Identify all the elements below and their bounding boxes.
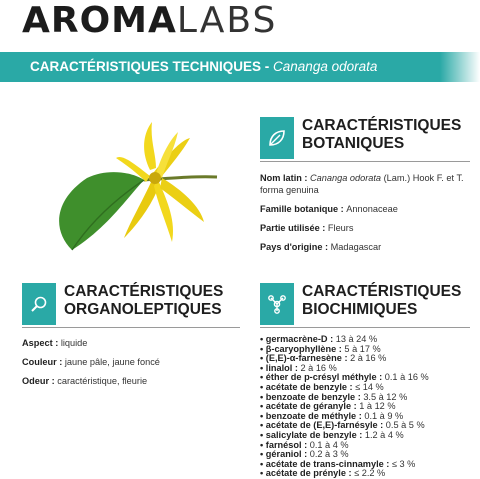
biochem-list-item: • benzoate de benzyle : 3.5 à 12 % bbox=[260, 393, 475, 403]
pays-value: Madagascar bbox=[330, 242, 382, 252]
compound-name: (E,E)-α-farnesène bbox=[265, 353, 342, 364]
biochem-list-item: • β-caryophyllène : 5 à 17 % bbox=[260, 345, 475, 355]
botanique-icon-box bbox=[260, 117, 294, 159]
biochem-list-item: • germacrène-D : 13 à 24 % bbox=[260, 335, 475, 345]
compound-name: acétate de trans-cinnamyle bbox=[265, 458, 384, 469]
biochem-list-item: • éther de p-crésyl méthyle : 0.1 à 16 % bbox=[260, 373, 475, 383]
aspect-row: Aspect : liquide bbox=[22, 338, 88, 348]
compound-range: 0.2 à 3 % bbox=[309, 449, 349, 460]
biochimique-title bbox=[302, 283, 461, 319]
odeur-row: Odeur : caractéristique, fleurie bbox=[22, 376, 148, 386]
botanique-title-line1: CARACTÉRISTIQUES bbox=[302, 117, 462, 134]
compound-name: géraniol bbox=[265, 449, 302, 460]
aspect-value: liquide bbox=[60, 338, 88, 348]
compound-range: 2 à 16 % bbox=[300, 362, 337, 373]
compound-name: acétate de (E,E)-farnésyle bbox=[265, 420, 378, 431]
organo-title bbox=[64, 283, 223, 319]
pays-label: Pays d'origine bbox=[260, 242, 323, 252]
organo-title-line2: ORGANOLEPTIQUES bbox=[64, 301, 222, 318]
compound-range: 13 à 24 % bbox=[335, 334, 378, 344]
compound-name: salicylate de benzyle bbox=[265, 429, 357, 440]
compound-range: ≤ 3 % bbox=[391, 458, 416, 469]
compound-range: 0.1 à 9 % bbox=[364, 410, 404, 421]
botanique-info bbox=[260, 172, 470, 260]
latin-name-row: Nom latin : Cananga odorata (Lam.) Hook F. et T. forma genuina bbox=[260, 173, 464, 195]
biochimique-icon-box bbox=[260, 283, 294, 325]
couleur-value: jaune pâle, jaune foncé bbox=[64, 357, 160, 367]
banner-title bbox=[30, 52, 377, 82]
pays-row: Pays d'origine : Madagascar bbox=[260, 242, 382, 252]
organo-title-line1: CARACTÉRISTIQUES bbox=[64, 283, 224, 300]
compound-range: ≤ 2.2 % bbox=[354, 468, 386, 479]
compound-name: germacrène-D bbox=[265, 334, 328, 344]
latin-label: Nom latin bbox=[260, 173, 302, 183]
compound-range: 0.5 à 5 % bbox=[385, 420, 425, 431]
botanique-title-line2: BOTANIQUES bbox=[302, 135, 405, 152]
compound-range: 0.1 à 4 % bbox=[309, 439, 349, 450]
molecule-icon bbox=[266, 293, 288, 315]
compound-range: 2 à 16 % bbox=[350, 353, 387, 364]
latin-name: Cananga odorata bbox=[310, 173, 382, 183]
botanique-header bbox=[260, 117, 470, 167]
biochem-list-item: • acétate de trans-cinnamyle : ≤ 3 % bbox=[260, 460, 475, 470]
compound-name: benzoate de méthyle bbox=[265, 410, 357, 421]
famille-value: Annonaceae bbox=[346, 204, 398, 214]
aspect-label: Aspect bbox=[22, 338, 53, 348]
technical-banner bbox=[0, 52, 480, 82]
botanique-title bbox=[302, 117, 461, 153]
biochem-list-item: • benzoate de méthyle : 0.1 à 9 % bbox=[260, 412, 475, 422]
biochem-list-item: • farnésol : 0.1 à 4 % bbox=[260, 441, 475, 451]
couleur-row: Couleur : jaune pâle, jaune foncé bbox=[22, 357, 160, 367]
compound-name: farnésol bbox=[265, 439, 302, 450]
organo-icon-box bbox=[22, 283, 56, 325]
biochem-list-item: • géraniol : 0.2 à 3 % bbox=[260, 450, 475, 460]
famille-row: Famille botanique : Annonaceae bbox=[260, 204, 398, 214]
famille-label: Famille botanique bbox=[260, 204, 339, 214]
logo-light-part: LABS bbox=[176, 0, 278, 41]
compound-name: éther de p-crésyl méthyle bbox=[265, 372, 377, 383]
compound-name: acétate de géranyle bbox=[265, 401, 352, 412]
biochimique-divider bbox=[260, 327, 470, 328]
banner-species: Cananga odorata bbox=[273, 59, 378, 74]
compound-name: β-caryophyllène bbox=[265, 343, 337, 354]
compound-range: 5 à 17 % bbox=[344, 343, 381, 354]
biochem-list-item: • acétate de prényle : ≤ 2.2 % bbox=[260, 469, 475, 479]
compound-range: 3.5 à 12 % bbox=[363, 391, 408, 402]
biochem-list-item: • (E,E)-α-farnesène : 2 à 16 % bbox=[260, 354, 475, 364]
organo-header bbox=[22, 283, 240, 333]
compound-name: benzoate de benzyle bbox=[265, 391, 356, 402]
partie-label: Partie utilisée bbox=[260, 223, 320, 233]
biochimique-title-line1: CARACTÉRISTIQUES bbox=[302, 283, 462, 300]
compound-range: 1.2 à 4 % bbox=[364, 429, 404, 440]
partie-row: Partie utilisée : Fleurs bbox=[260, 223, 354, 233]
banner-separator: - bbox=[261, 59, 274, 74]
compound-name: linalol bbox=[265, 362, 293, 373]
couleur-label: Couleur bbox=[22, 357, 57, 367]
banner-title-main: CARACTÉRISTIQUES TECHNIQUES bbox=[30, 59, 262, 74]
organo-divider bbox=[22, 327, 240, 328]
biochem-list-item: • linalol : 2 à 16 % bbox=[260, 364, 475, 374]
banner-fade bbox=[440, 52, 480, 82]
compound-name: acétate de prényle bbox=[265, 468, 346, 479]
biochem-list-item: • acétate de (E,E)-farnésyle : 0.5 à 5 % bbox=[260, 421, 475, 431]
biochemical-list bbox=[260, 335, 475, 479]
compound-range: 1 à 12 % bbox=[359, 401, 396, 412]
logo-bold-part: AROMA bbox=[22, 0, 177, 41]
brand-logo bbox=[22, 2, 277, 40]
partie-value: Fleurs bbox=[327, 223, 354, 233]
biochimique-header bbox=[260, 283, 470, 333]
ylang-ylang-flower-image bbox=[32, 110, 222, 260]
compound-range: ≤ 14 % bbox=[355, 381, 384, 392]
organo-info bbox=[22, 337, 240, 394]
biochem-list-item: • acétate de benzyle : ≤ 14 % bbox=[260, 383, 475, 393]
latin-rest: (Lam.) Hook F. et T. forma genuina bbox=[260, 173, 464, 195]
odeur-label: Odeur bbox=[22, 376, 50, 386]
biochem-list-item: • acétate de géranyle : 1 à 12 % bbox=[260, 402, 475, 412]
biochimique-title-line2: BIOCHIMIQUES bbox=[302, 301, 418, 318]
odeur-value: caractéristique, fleurie bbox=[57, 376, 148, 386]
botanique-divider bbox=[260, 161, 470, 162]
compound-range: 0.1 à 16 % bbox=[384, 372, 429, 383]
leaf-icon bbox=[267, 128, 287, 148]
magnifier-icon bbox=[29, 294, 49, 314]
compound-name: acétate de benzyle bbox=[265, 381, 347, 392]
biochem-list-item: • salicylate de benzyle : 1.2 à 4 % bbox=[260, 431, 475, 441]
